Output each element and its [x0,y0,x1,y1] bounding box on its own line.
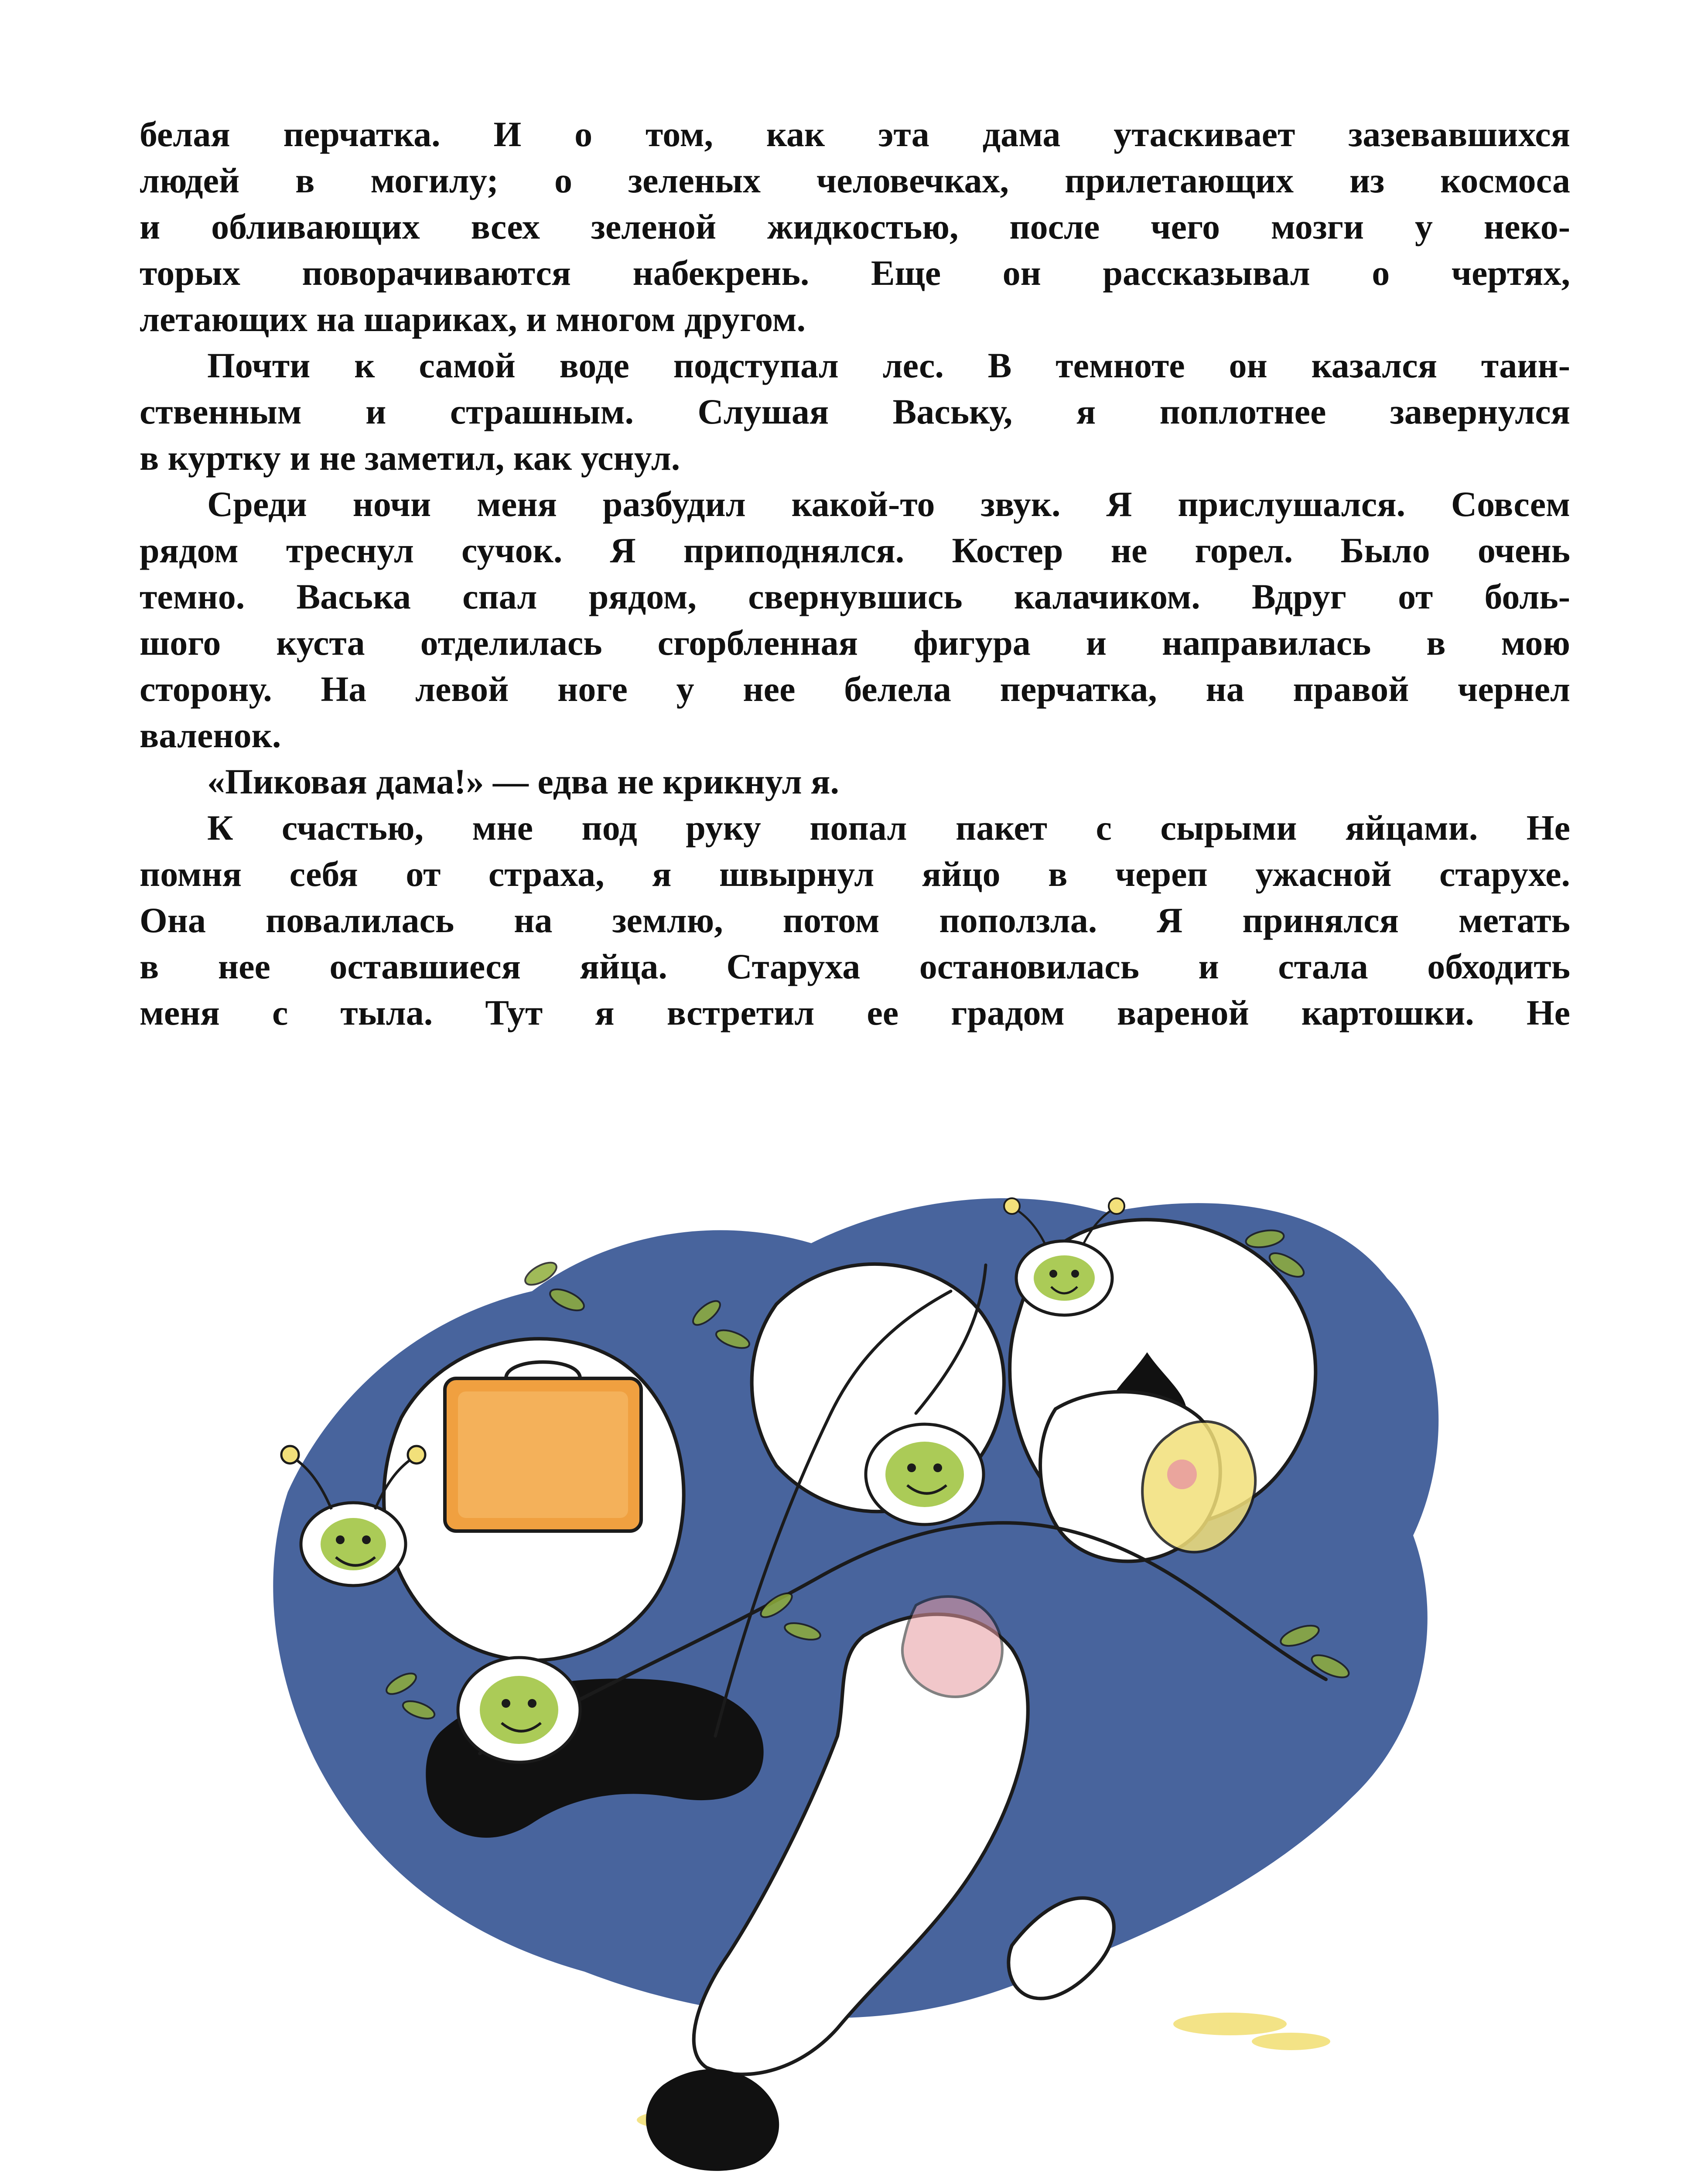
text-line: помня себя от страха, я швырнул яйцо в череп ужасной старухе. [140,854,1570,894]
text-line: и обливающих всех зеленой жидкостью, после чего мозги у неко- [140,207,1570,246]
suitcase-picture [445,1362,641,1531]
text-line: в куртку и не заметил, как уснул. [140,438,680,478]
text-line: людей в могилу; о зеленых человечках, прилетающих из космоса [140,161,1570,200]
text-line: К счастью, мне под руку попал пакет с сырыми яйцами. Не [207,808,1570,848]
text-line: летающих на шариках, и многом другом. [140,299,806,339]
text-line: торых поворачиваются набекрень. Еще он рассказывал о чертях, [140,253,1570,293]
text-line: рядом треснул сучок. Я приподнялся. Костер не горел. Было очень [140,530,1570,570]
text-line: ственным и страшным. Слушая Ваську, я поплотнее завернулся [140,392,1570,431]
text-line: валенок. [140,715,281,755]
text-line: Она повалилась на землю, потом поползла. Я принялся метать [140,900,1570,940]
black-boot-shape [646,2069,779,2171]
text-line: Среди ночи меня разбудил какой-то звук. Я прислушался. Совсем [207,484,1570,524]
text-line: Почти к самой воде подступал лес. В темноте он казался таин- [207,345,1570,385]
text-line: темно. Васька спал рядом, свернувшись калачиком. Вдруг от боль- [140,577,1570,616]
text-line: шого куста отделилась сгорбленная фигура и направилась в мою [140,623,1570,663]
book-illustration [174,1134,1505,2181]
text-line: белая перчатка. И о том, как эта дама утаскивает зазевавшихся [140,114,1570,154]
green-alien [458,1658,580,1762]
text-line: в нее оставшиеся яйца. Старуха остановилась и стала обходить [140,947,1570,986]
illustration-svg [174,1134,1505,2181]
green-alien [866,1424,984,1525]
text-line: сторону. На левой ноге у нее белела перчатка, на правой чернел [140,669,1570,709]
text-line: «Пиковая дама!» — едва не крикнул я. [207,762,840,801]
text-line: меня с тыла. Тут я встретил ее градом вареной картошки. Не [140,993,1570,1032]
page-text [140,111,1570,1036]
